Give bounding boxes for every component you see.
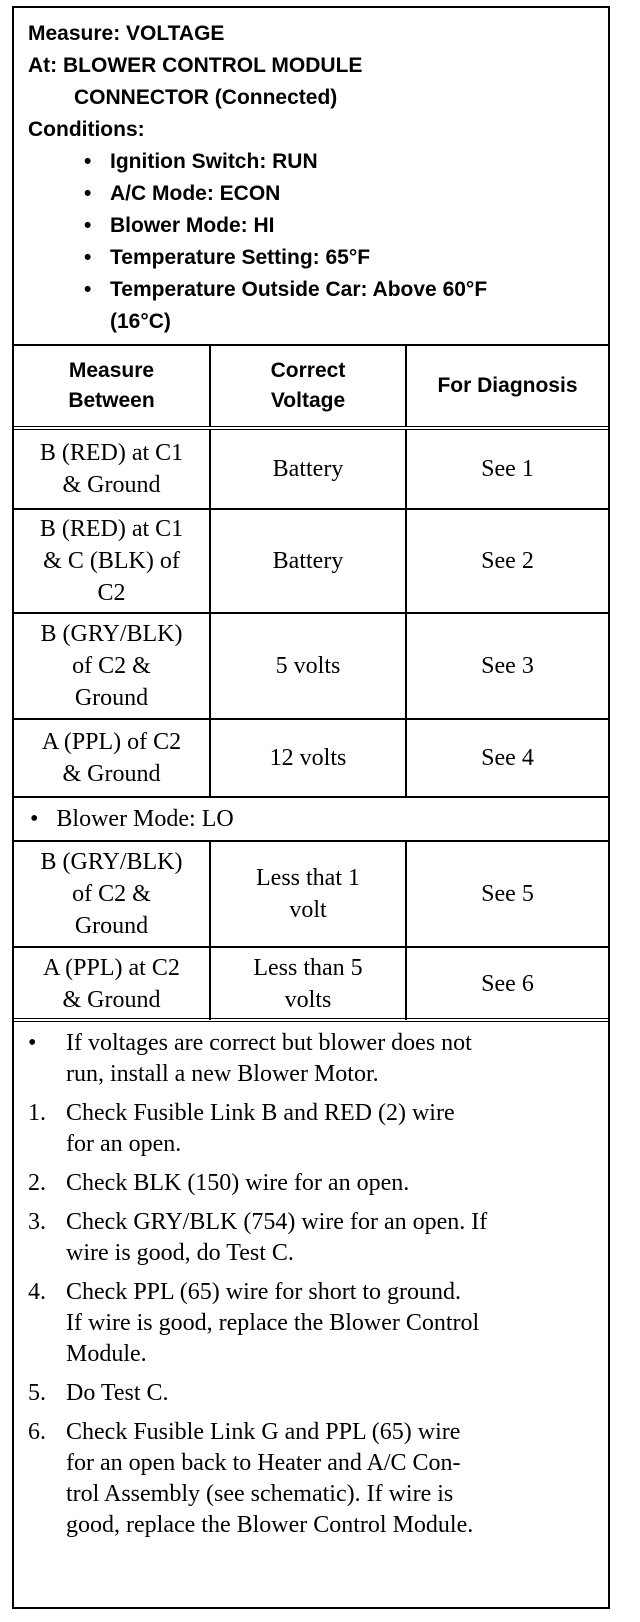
condition-item: • Ignition Switch: RUN <box>28 146 608 178</box>
correct-voltage-cell: Less that 1 volt <box>209 842 405 946</box>
measurement-header <box>14 8 608 344</box>
diagnosis-note-6: 6. Check Fusible Link G and PPL (65) wire for an open back to Heater and A/C Con- trol Assembly (see schematic). If wire is good, replace the Blower Control Module. <box>28 1419 474 1538</box>
bullet-icon: • <box>84 150 92 173</box>
bullet-icon: • <box>84 182 92 205</box>
table-row <box>14 946 608 1020</box>
bullet-icon: • <box>28 1030 37 1056</box>
bullet-note: • If voltages are correct but blower does not run, install a new Blower Motor. <box>28 1030 472 1087</box>
mid-condition-row <box>14 796 608 840</box>
at-line: At: BLOWER CONTROL MODULE <box>28 54 363 77</box>
bullet-icon: • <box>30 806 39 832</box>
column-header-for-diagnosis: For Diagnosis <box>405 346 608 426</box>
measure-line: Measure: VOLTAGE <box>28 22 225 45</box>
voltage-table <box>14 344 608 1020</box>
test-procedure-page <box>12 6 610 1609</box>
condition-item: • A/C Mode: ECON <box>28 178 608 210</box>
diagnosis-cell: See 1 <box>405 430 608 508</box>
measure-between-cell: A (PPL) at C2 & Ground <box>43 955 180 1013</box>
condition-item-continued: (16°C) <box>110 310 171 333</box>
diagnosis-cell: See 2 <box>405 510 608 612</box>
diagnosis-note-3: 3. Check GRY/BLK (754) wire for an open. If wire is good, do Test C. <box>28 1209 488 1266</box>
table-row <box>14 426 608 508</box>
diagnosis-cell: See 6 <box>405 948 608 1020</box>
table-row <box>14 508 608 612</box>
measure-between-cell: B (GRY/BLK) of C2 & Ground <box>40 849 183 939</box>
mid-condition-text: Blower Mode: LO <box>56 806 234 832</box>
correct-voltage-cell: 5 volts <box>209 614 405 718</box>
correct-voltage-cell: Battery <box>209 430 405 508</box>
column-header-correct-voltage: Correct Voltage <box>209 346 405 426</box>
bullet-icon: • <box>84 278 92 301</box>
correct-voltage-cell: Battery <box>209 510 405 612</box>
diagnosis-notes <box>14 1018 608 1549</box>
at-line-continued: CONNECTOR (Connected) <box>74 86 338 109</box>
table-row <box>14 612 608 718</box>
diagnosis-note-2: 2. Check BLK (150) wire for an open. <box>28 1170 410 1196</box>
table-row <box>14 840 608 946</box>
table-header-row <box>14 344 608 426</box>
diagnosis-note-5: 5. Do Test C. <box>28 1380 169 1406</box>
column-header-measure-between: Measure Between <box>68 359 155 412</box>
conditions-label: Conditions: <box>28 118 145 141</box>
diagnosis-cell: See 5 <box>405 842 608 946</box>
bullet-icon: • <box>84 214 92 237</box>
diagnosis-cell: See 3 <box>405 614 608 718</box>
diagnosis-note-1: 1. Check Fusible Link B and RED (2) wire for an open. <box>28 1100 455 1157</box>
diagnosis-note-4: 4. Check PPL (65) wire for short to ground. If wire is good, replace the Blower Control Module. <box>28 1279 480 1367</box>
bullet-icon: • <box>84 246 92 269</box>
measure-between-cell: A (PPL) of C2 & Ground <box>41 729 182 787</box>
condition-item: • Temperature Outside Car: Above 60°F <box>28 274 608 306</box>
measure-between-cell: B (GRY/BLK) of C2 & Ground <box>40 621 183 711</box>
measure-between-cell: B (RED) at C1 & Ground <box>39 440 184 498</box>
correct-voltage-cell: 12 volts <box>209 720 405 796</box>
measure-between-cell: B (RED) at C1 & C (BLK) of C2 <box>39 516 184 606</box>
condition-item: • Blower Mode: HI <box>28 210 608 242</box>
table-row <box>14 718 608 796</box>
condition-item: • Temperature Setting: 65°F <box>28 242 608 274</box>
correct-voltage-cell: Less than 5 volts <box>209 948 405 1020</box>
diagnosis-cell: See 4 <box>405 720 608 796</box>
